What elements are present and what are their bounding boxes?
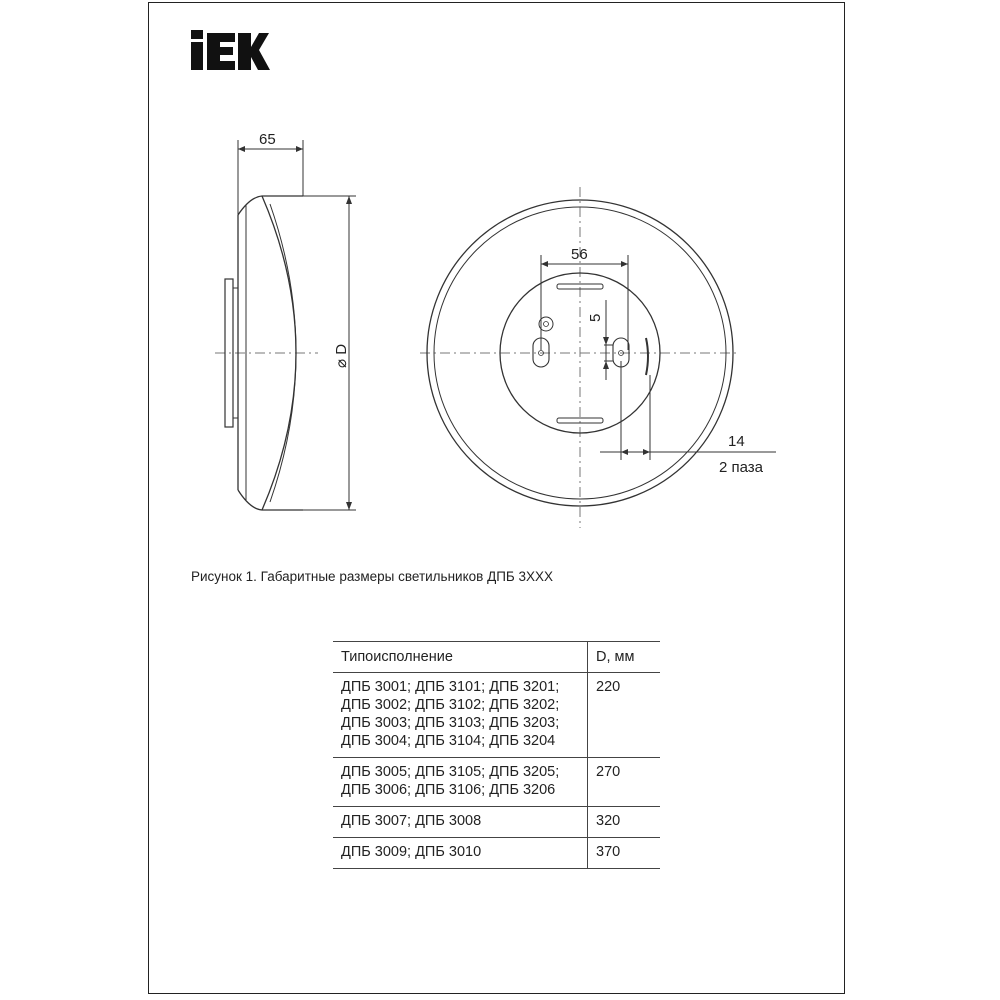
model-line: ДПБ 3001; ДПБ 3101; ДПБ 3201; [341, 679, 560, 695]
dimensions-table [333, 641, 660, 869]
figure-caption: Рисунок 1. Габаритные размеры светильников ДПБ 3ХХХ [191, 569, 554, 584]
model-line: ДПБ 3002; ДПБ 3102; ДПБ 3202; [341, 697, 560, 713]
mount-width-dimension-label: 56 [571, 246, 588, 263]
slot-count-label: 2 паза [719, 459, 764, 476]
diameter-cell: 220 [588, 673, 661, 758]
diameter-cell: 270 [588, 758, 661, 807]
model-line: ДПБ 3003; ДПБ 3103; ДПБ 3203; [341, 715, 560, 731]
depth-dimension-label: 65 [259, 131, 276, 148]
table-row [333, 838, 660, 869]
column-header-model: Типоисполнение [333, 642, 588, 673]
diameter-cell: 370 [588, 838, 661, 869]
model-line: ДПБ 3006; ДПБ 3106; ДПБ 3206 [341, 782, 556, 798]
table-row [333, 758, 660, 807]
model-line: ДПБ 3005; ДПБ 3105; ДПБ 3205; [341, 764, 560, 780]
table-row [333, 673, 660, 758]
side-view [215, 140, 356, 510]
model-cell [333, 673, 588, 758]
front-view [420, 187, 776, 528]
diameter-cell: 320 [588, 807, 661, 838]
slot-width-dimension-label: 5 [587, 313, 604, 322]
model-cell [333, 838, 588, 869]
table-row [333, 807, 660, 838]
model-cell [333, 807, 588, 838]
slot-offset-dimension-label: 14 [728, 433, 745, 450]
diameter-dimension-label: ⌀ D [333, 343, 350, 368]
model-line: ДПБ 3007; ДПБ 3008 [341, 813, 482, 829]
table-header-row [333, 642, 660, 673]
model-cell [333, 758, 588, 807]
model-line: ДПБ 3009; ДПБ 3010 [341, 844, 482, 860]
column-header-diameter: D, мм [588, 642, 661, 673]
model-line: ДПБ 3004; ДПБ 3104; ДПБ 3204 [341, 733, 556, 749]
